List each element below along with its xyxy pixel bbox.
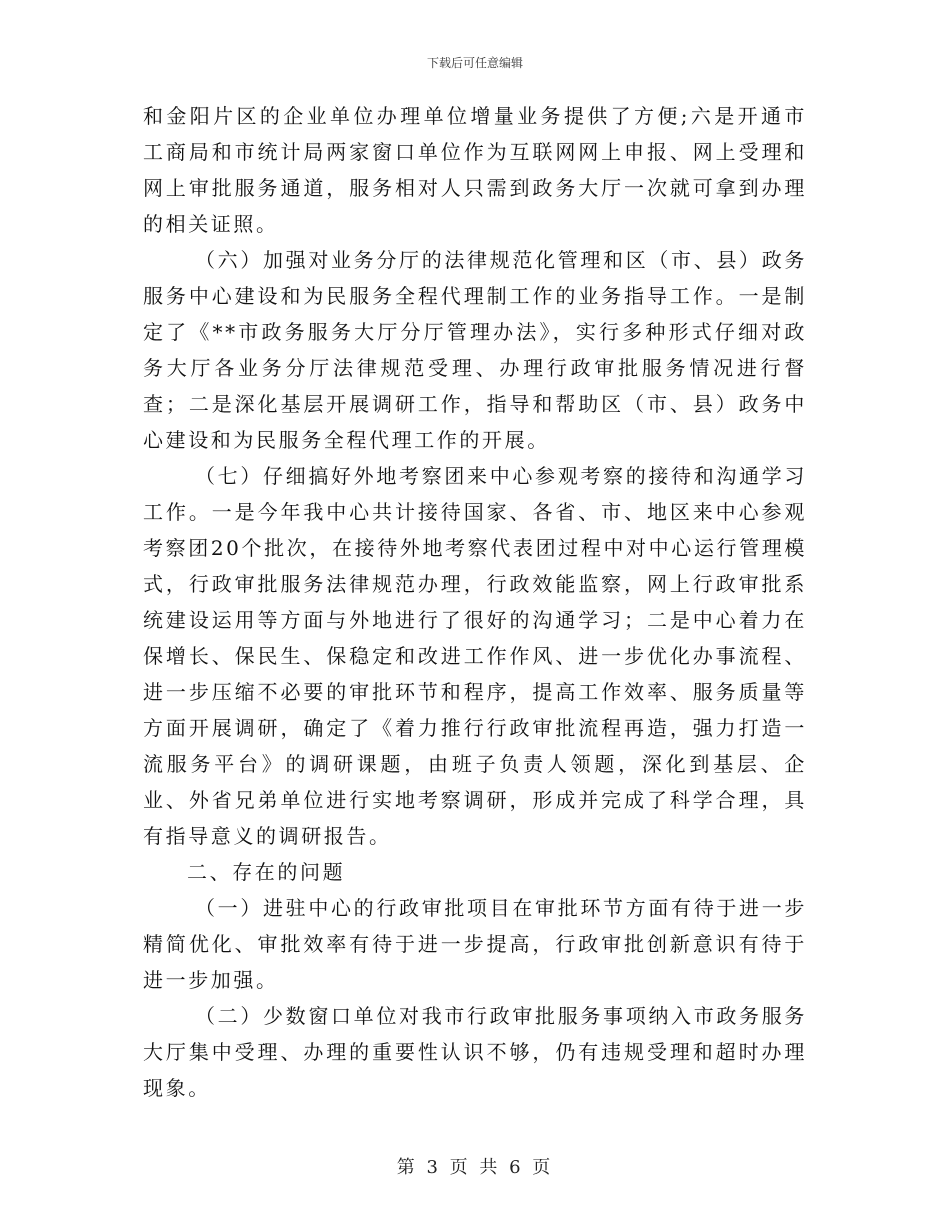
paragraph-continuation: 和金阳片区的企业单位办理单位增量业务提供了方便;六是开通市工商局和市统计局两家窗口单位作为互联网网上申报、网上受理和网上审批服务通道，服务相对人只需到政务大厅一次就可拿到办理的相关证照。 — [143, 104, 807, 236]
document-body — [143, 98, 807, 1106]
paragraph-section-6: （六）加强对业务分厅的法律规范化管理和区（市、县）政务服务中心建设和为民服务全程代理制工作的业务指导工作。一是制定了《**市政务服务大厅分厅管理办法》，实行多种形式仔细对政务大厅各业务分厅法律规范受理、办理行政审批服务情况进行督查；二是深化基层开展调研工作，指导和帮助区（市、县）政务中心建设和为民服务全程代理工作的开展。 — [143, 248, 807, 452]
paragraph-section-7: （七）仔细搞好外地考察团来中心参观考察的接待和沟通学习工作。一是今年我中心共计接待国家、各省、市、地区来中心参观考察团20个批次，在接待外地考察代表团过程中对中心运行管理模式，行政审批服务法律规范办理，行政效能监察，网上行政审批系统建设运用等方面与外地进行了很好的沟通学习；二是中心着力在保增长、保民生、保稳定和改进工作作风、进一步优化办事流程、进一步压缩不必要的审批环节和程序，提高工作效率、服务质量等方面开展调研，确定了《着力推行行政审批流程再造，强力打造一流服务平台》的调研课题，由班子负责人领题，深化到基层、企业、外省兄弟单位进行实地考察调研，形成并完成了科学合理，具有指导意义的调研报告。 — [143, 464, 807, 848]
heading-problems: 二、存在的问题 — [187, 860, 346, 884]
page-number-footer: 第 3 页 共 6 页 — [396, 1157, 554, 1178]
paragraph-problem-1: （一）进驻中心的行政审批项目在审批环节方面有待于进一步精简优化、审批效率有待于进一步提高，行政审批创新意识有待于进一步加强。 — [143, 896, 807, 992]
paragraph-problem-2: （二）少数窗口单位对我市行政审批服务事项纳入市政务服务大厅集中受理、办理的重要性认识不够，仍有违规受理和超时办理现象。 — [143, 1004, 807, 1100]
page-header-note: 下载后可任意编辑 — [426, 56, 523, 70]
